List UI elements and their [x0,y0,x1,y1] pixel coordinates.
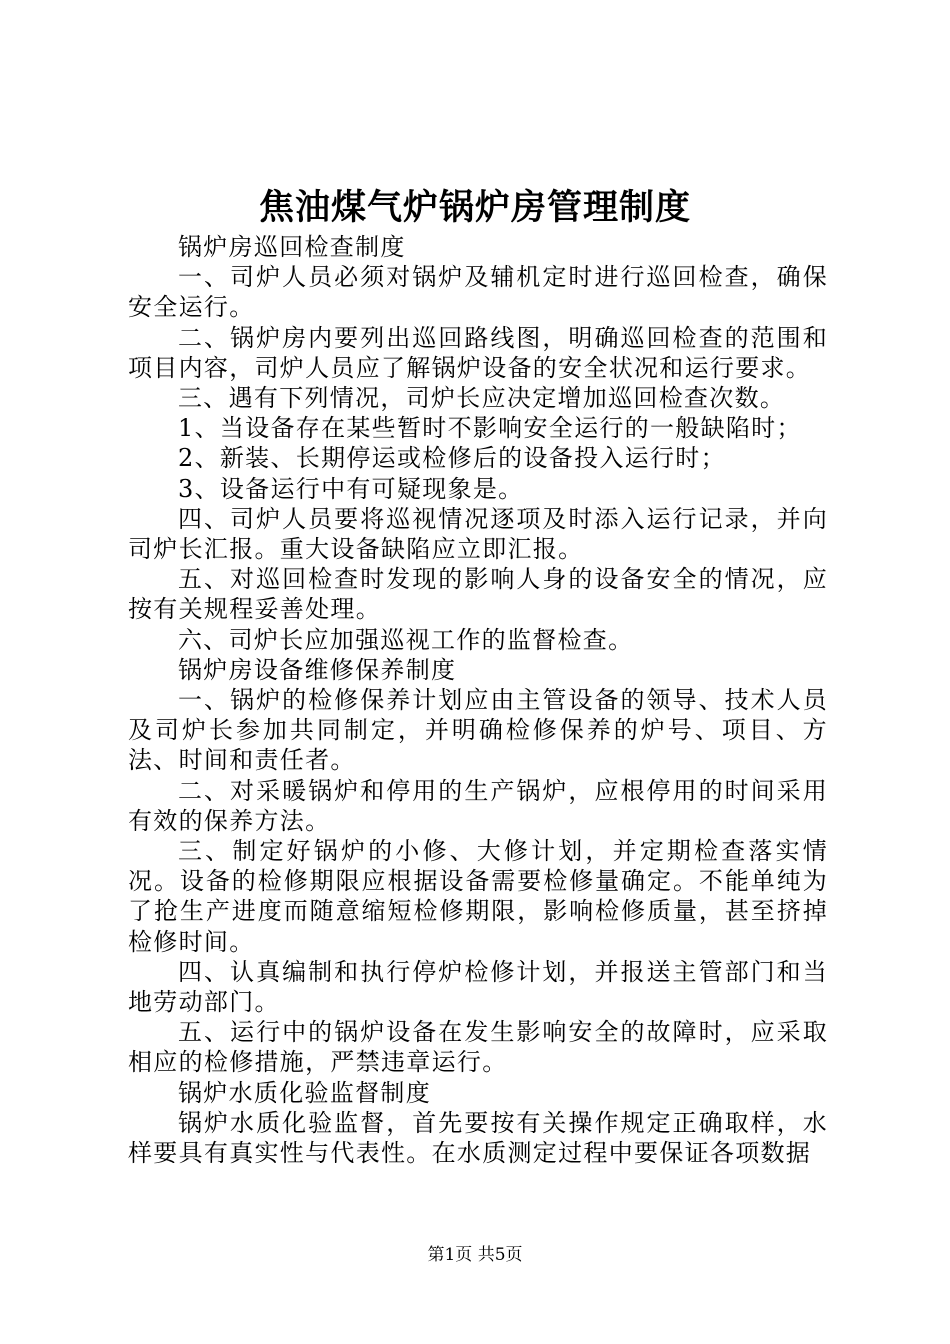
list-item: 2、新装、长期停运或检修后的设备投入运行时； [178,444,726,473]
page-number-footer: 第1页 共5页 [427,1245,523,1265]
paragraph: 锅炉水质化验监督，首先要按有关操作规定正确取样，水样要具有真实性与代表性。在水质测定过程中要保证各项数据 [128,1108,828,1168]
paragraph: 五、运行中的锅炉设备在发生影响安全的故障时，应采取相应的检修措施，严禁违章运行。 [128,1018,828,1077]
section-heading-inspection: 锅炉房巡回检查制度 [178,233,406,261]
list-item: 1、当设备存在某些暂时不影响安全运行的一般缺陷时； [178,414,802,443]
paragraph: 三、遇有下列情况，司炉长应决定增加巡回检查次数。 [178,384,786,413]
document-title: 焦油煤气炉锅炉房管理制度 [258,187,691,228]
paragraph: 一、锅炉的检修保养计划应由主管设备的领导、技术人员及司炉长参加共同制定，并明确检修保养的炉号、项目、方法、时间和责任者。 [128,686,828,775]
paragraph: 二、对采暖锅炉和停用的生产锅炉，应根停用的时间采用有效的保养方法。 [128,776,828,835]
paragraph: 三、制定好锅炉的小修、大修计划，并定期检查落实情况。设备的检修期限应根据设备需要检修量确定。不能单纯为了抢生产进度而随意缩短检修期限，影响检修质量，甚至挤掉检修时间。 [128,837,828,956]
section-heading-water-quality: 锅炉水质化验监督制度 [178,1078,431,1107]
paragraph: 四、司炉人员要将巡视情况逐项及时添入运行记录，并向司炉长汇报。重大设备缺陷应立即汇报。 [128,504,828,564]
paragraph: 六、司炉长应加强巡视工作的监督检查。 [178,625,634,654]
paragraph: 五、对巡回检查时发现的影响人身的设备安全的情况，应按有关规程妥善处理。 [128,565,828,624]
paragraph: 四、认真编制和执行停炉检修计划，并报送主管部门和当地劳动部门。 [128,957,828,1017]
document-body [128,232,828,1168]
paragraph: 一、司炉人员必须对锅炉及辅机定时进行巡回检查，确保安全运行。 [128,263,828,322]
paragraph: 二、锅炉房内要列出巡回路线图，明确巡回检查的范围和项目内容，司炉人员应了解锅炉设备的安全状况和运行要求。 [128,323,828,382]
list-item: 3、设备运行中有可疑现象是。 [178,474,524,503]
section-heading-maintenance: 锅炉房设备维修保养制度 [178,655,457,684]
